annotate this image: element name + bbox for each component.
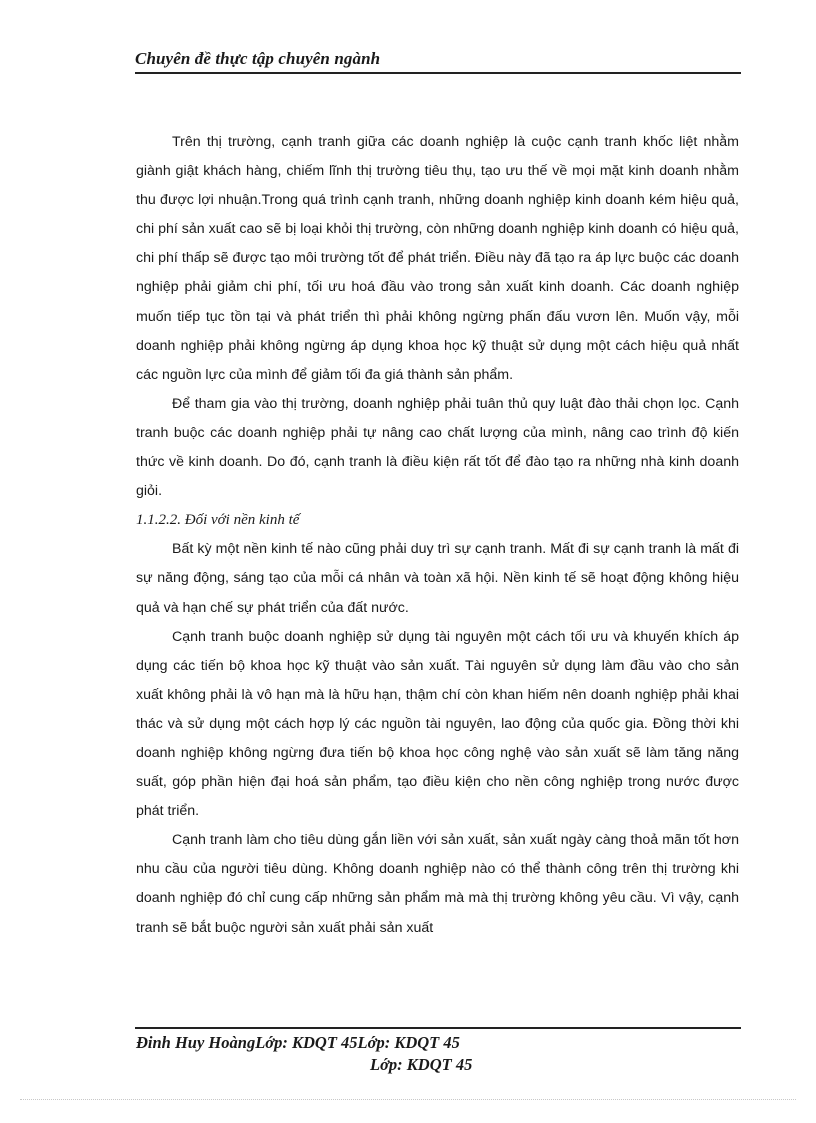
footer-author-class: Đinh Huy HoàngLớp: KDQT 45Lớp: KDQT 45: [136, 1033, 460, 1052]
running-header-title: Chuyên đề thực tập chuyên ngành: [135, 49, 381, 68]
paragraph: Bất kỳ một nền kinh tế nào cũng phải duy trì sự cạnh tranh. Mất đi sự cạnh tranh là mất đi sự năng động, sáng tạo của mỗi cá nhân và toàn xã hội. Nền kinh tế sẽ hoạt động không hiệu quả và hạn chế sự phát triển của đất nước.: [136, 541, 739, 616]
paragraph: Cạnh tranh làm cho tiêu dùng gắn liền với sản xuất, sản xuất ngày càng thoả mãn tốt hơn nhu cầu của người tiêu dùng. Không doanh nghiệp nào có thể thành công trên thị trường khi doanh nghiệp đó chỉ cung cấp những sản phẩm mà mà thị trường không yêu cầu. Vì vậy, cạnh tranh sẽ bắt buộc người sản xuất phải sản xuất: [136, 832, 739, 936]
body-text: [136, 128, 739, 943]
footer-class: Lớp: KDQT 45: [370, 1055, 473, 1074]
paragraph: Trên thị trường, cạnh tranh giữa các doanh nghiệp là cuộc cạnh tranh khốc liệt nhằm giành giật khách hàng, chiếm lĩnh thị trường tiêu thụ, tạo ưu thế về mọi mặt kinh doanh nhằm thu được lợi nhuận.Trong quá trình cạnh tranh, những doanh nghiệp kinh doanh kém hiệu quả, chi phí sản xuất cao sẽ bị loại khỏi thị trường, còn những doanh nghiệp kinh doanh có hiệu quả, chi phí thấp sẽ được tạo môi trường tốt để phát triển. Điều này đã tạo ra áp lực buộc các doanh nghiệp phải giảm chi phí, tối ưu hoá đầu vào trong sản xuất kinh doanh. Các doanh nghiệp muốn tiếp tục tồn tại và phát triển thì phải không ngừng phấn đấu vươn lên. Muốn vậy, mỗi doanh nghiệp phải không ngừng áp dụng khoa học kỹ thuật sử dụng một cách hiệu quả nhất các nguồn lực của mình để giảm tối đa giá thành sản phẩm.: [136, 134, 739, 383]
running-header: [135, 46, 741, 74]
paragraph: Để tham gia vào thị trường, doanh nghiệp phải tuân thủ quy luật đào thải chọn lọc. Cạnh tranh buộc các doanh nghiệp phải tự nâng cao chất lượng của mình, nâng cao trình độ kiến thức về kinh doanh. Do đó, cạnh tranh là điều kiện rất tốt để đào tạo ra những nhà kinh doanh giỏi.: [136, 395, 739, 500]
section-subheading: 1.1.2.2. Đối với nền kinh tế: [136, 512, 300, 529]
footer-rule: [135, 1027, 741, 1029]
page-edge-divider: [20, 1099, 796, 1100]
paragraph: Cạnh tranh buộc doanh nghiệp sử dụng tài nguyên một cách tối ưu và khuyến khích áp dụng các tiến bộ khoa học kỹ thuật vào sản xuất. Tài nguyên sử dụng làm đầu vào cho sản xuất không phải là vô hạn mà là hữu hạn, thậm chí còn khan hiếm nên doanh nghiệp phải khai thác và sử dụng một cách hợp lý các nguồn tài nguyên, lao động của quốc gia. Đồng thời khi doanh nghiệp không ngừng đưa tiến bộ khoa học công nghệ vào sản xuất sẽ làm tăng năng suất, góp phần hiện đại hoá sản phẩm, tạo điều kiện cho nền công nghiệp trong nước được phát triển.: [136, 628, 739, 820]
